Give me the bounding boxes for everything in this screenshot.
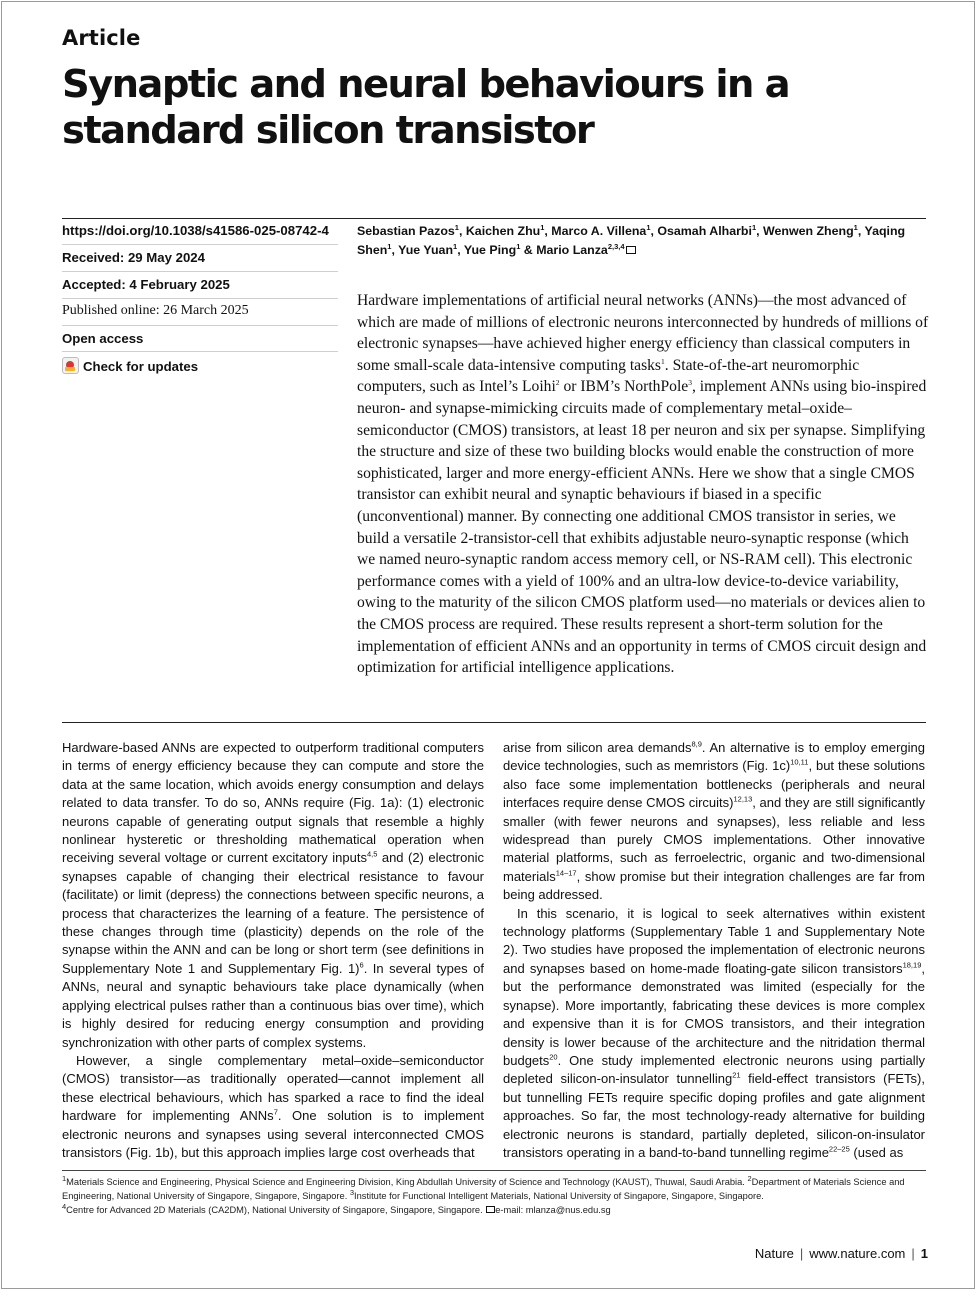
published-date: Published online: 26 March 2025: [62, 303, 249, 318]
paragraph: However, a single complementary metal–oxide–semiconductor (CMOS) transistor—as traditionally operated—cannot implement all these electrical behaviours, which has sparked a race to find the ideal hardware for implementing ANNs$^7$. One solution is to implement electronic neurons and synapses using several interconnected CMOS transistors (Fig. 1b), but this approach implies large cost overheads that: [62, 1052, 484, 1160]
open-access-label: Open access: [62, 331, 144, 346]
meta-divider: [62, 244, 338, 245]
author[interactable]: Kaichen Zhu$^1$: [465, 222, 545, 238]
author[interactable]: Marco A. Villena$^1$: [551, 222, 651, 238]
reference-mark[interactable]: 22–25: [828, 1144, 850, 1154]
author[interactable]: Yue Ping$^1$: [463, 241, 521, 257]
article-type-label: Article: [62, 26, 141, 50]
journal-name: Nature: [754, 1246, 794, 1261]
check-updates-icon: [62, 357, 79, 374]
author[interactable]: Wenwen Zheng$^1$: [763, 222, 858, 238]
paragraph: arise from silicon area demands$^{8,9}$. An alternative is to employ emerging device technologies, such as memristors (Fig. 1c)$^{10,11}$, but these solutions also face some implementation bottlenecks (peripherals and neural interfaces require dense CMOS circuits)$^{12,13}$, and they are still significantly smaller (with fewer neurons and synapses), less reliable and less widespread than purely CMOS implementations. Other innovative material platforms, such as ferroelectric, organic and two-dimensional materials$^{14-17}$, show promise but their integration challenges are far from being addressed.: [503, 739, 926, 903]
reference-mark[interactable]: 6: [359, 960, 364, 970]
reference-mark[interactable]: 18,19: [902, 960, 922, 970]
received-date: Received: 29 May 2024: [62, 250, 205, 265]
author[interactable]: Yaqing Shen$^1$: [357, 224, 906, 257]
page-title: Synaptic and neural behaviours in a standard silicon transistor: [62, 62, 789, 153]
reference-mark[interactable]: 1: [661, 356, 665, 366]
reference-mark[interactable]: 10,11: [790, 758, 809, 768]
header-rule: [62, 218, 926, 219]
footnote-rule: [62, 1170, 926, 1171]
reference-mark[interactable]: 2: [555, 378, 560, 388]
check-updates-button[interactable]: [62, 357, 337, 374]
author-list: Sebastian Pazos$^1$, Kaichen Zhu$^1$, Marco A. Villena$^1$, Osamah Alharbi$^1$, Wenwen Zheng$^1$, Yaqing Shen$^1$, Yue Yuan$^1$, Yue Ping$^1$ & Mario Lanza$^{2,3,4}$: [357, 222, 906, 257]
reference-mark[interactable]: 3: [688, 378, 692, 388]
author[interactable]: Sebastian Pazos$^1$: [357, 222, 459, 238]
paragraph: In this scenario, it is logical to seek alternatives within existent technology platforms (Supplementary Table 1 and Supplementary Note 2). Two studies have proposed the implementation of electronic neurons and synapses based on home-made floating-gate silicon transistors$^{18,19}$, but the performance demonstrated was limited (especially for the synapse). More importantly, fabricating these devices is more complex and expensive than it is for CMOS transistors, and their integration density is lower because of the architecture and the nitridation thermal budgets$^{20}$. One study implemented electronic neurons using partially depleted silicon-on-insulator tunnelling$^{21}$ field-effect transistors (FETs), but tunnelling FETs require specific doping profiles and gate alignment approaches. So far, the most technology-ready alternative for building electronic neurons is standard, partially depleted, silicon-on-insulator transistors operating in a band-to-band tunnelling regime$^{22-25}$ (used as: [503, 905, 926, 1160]
reference-mark[interactable]: 7: [273, 1107, 278, 1117]
envelope-icon: [486, 1206, 495, 1213]
doi-link[interactable]: https://doi.org/10.1038/s41586-025-08742-4: [62, 223, 329, 238]
envelope-icon[interactable]: [626, 246, 636, 254]
check-updates-label: Check for updates: [83, 359, 199, 374]
reference-mark[interactable]: 12,13: [733, 794, 753, 804]
meta-divider: [62, 325, 338, 326]
author[interactable]: Mario Lanza$^{2,3,4}$: [536, 243, 635, 257]
abstract-rule: [62, 722, 926, 723]
journal-url[interactable]: www.nature.com: [809, 1246, 906, 1261]
reference-mark[interactable]: 21: [732, 1070, 741, 1080]
email-link[interactable]: e-mail: mlanza@nus.edu.sg: [495, 1205, 611, 1215]
reference-mark[interactable]: 8,9: [691, 739, 702, 749]
reference-mark[interactable]: 20: [549, 1052, 558, 1062]
page-footer: Nature | www.nature.com | 1: [754, 1246, 928, 1261]
affiliations-footnote: $^1$Materials Science and Engineering, Physical Science and Engineering Division, King Abdullah University of Science and Technology (KAUST), Thuwal, Saudi Arabia. $^2$Department of Materials Science and Engineering, National University of Singapore, Singapore, Singapore. $^3$Institute for Functional Intelligent Materials, National University of Singapore, Singapore, Singapore. $^4$Centre for Advanced 2D Materials (CA2DM), National University of Singapore, Singapore, Singapore. e-mail: mlanza@nus.edu.sg: [62, 1173, 905, 1215]
abstract: Hardware implementations of artificial neural networks (ANNs)—the most advanced of which are made of millions of electronic neurons interconnected by hundreds of millions of electronic synapses—have achieved higher energy efficiency than classical computers in some small-scale data-intensive computing tasks$^1$. State-of-the-art neuromorphic computers, such as Intel’s Loihi$^2$ or IBM’s NorthPole$^3$, implement ANNs using bio-inspired neuron- and synapse-mimicking circuits made of complementary metal–oxide–semiconductor (CMOS) transistors, at least 18 per neuron and six per synapse. Simplifying the structure and size of these two building blocks would enable the construction of more sophisticated, larger and more energy-efficient ANNs. Here we show that a single CMOS transistor can exhibit neural and synaptic behaviours if biased in a specific (unconventional) manner. By connecting one additional CMOS transistor in series, we build a versatile 2-transistor-cell that exhibits adjustable neuro-synaptic response (which we named neuro-synaptic random access memory cell, or NS-RAM cell). This electronic performance comes with a yield of 100% and an ultra-low device-to-device variability, owing to the maturity of the silicon CMOS platform used—no materials or devices alien to the CMOS process are required. These results represent a short-term solution for the implementation of efficient ANNs and an opportunity in terms of CMOS circuit design and optimization for artificial intelligence applications.: [357, 292, 929, 677]
paragraph: Hardware-based ANNs are expected to outperform traditional computers in terms of energy efficiency because they can compute and store the data at the same location, which avoids energy consumption and delays related to data transfer. To do so, ANNs require (Fig. 1a): (1) electronic neurons capable of generating output signals that resemble a highly nonlinear hysteretic or thresholding mathematical operation when receiving several voltage or current excitatory inputs$^{4,5}$ and (2) electronic synapses capable of changing their electrical resistance to favour (facilitate) or limit (depress) the connections between specific neurons, a process that characterizes the learning of a feature. The persistence of these changes through time (plasticity) depends on the role of the synapse within the ANN and can be long or short term (see definitions in Supplementary Note 1 and Supplementary Fig. 1)$^6$. In several types of ANNs, neural and synaptic behaviours take place dynamically (when applying electrical pulses rather than a continuous bias over time), which is highly desired for reducing energy consumption and providing synchronization with other parts of complex systems.: [62, 740, 484, 1050]
meta-divider: [62, 351, 338, 352]
body-column-left: [62, 739, 484, 1162]
author[interactable]: Osamah Alharbi$^1$: [657, 222, 757, 238]
meta-divider: [62, 298, 338, 299]
reference-mark[interactable]: 4,5: [366, 850, 378, 860]
page-number: 1: [920, 1246, 928, 1261]
body-column-right: [503, 739, 925, 1162]
reference-mark[interactable]: 14–17: [555, 868, 577, 878]
author[interactable]: Yue Yuan$^1$: [398, 241, 458, 257]
meta-divider: [62, 271, 338, 272]
accepted-date: Accepted: 4 February 2025: [62, 277, 230, 292]
